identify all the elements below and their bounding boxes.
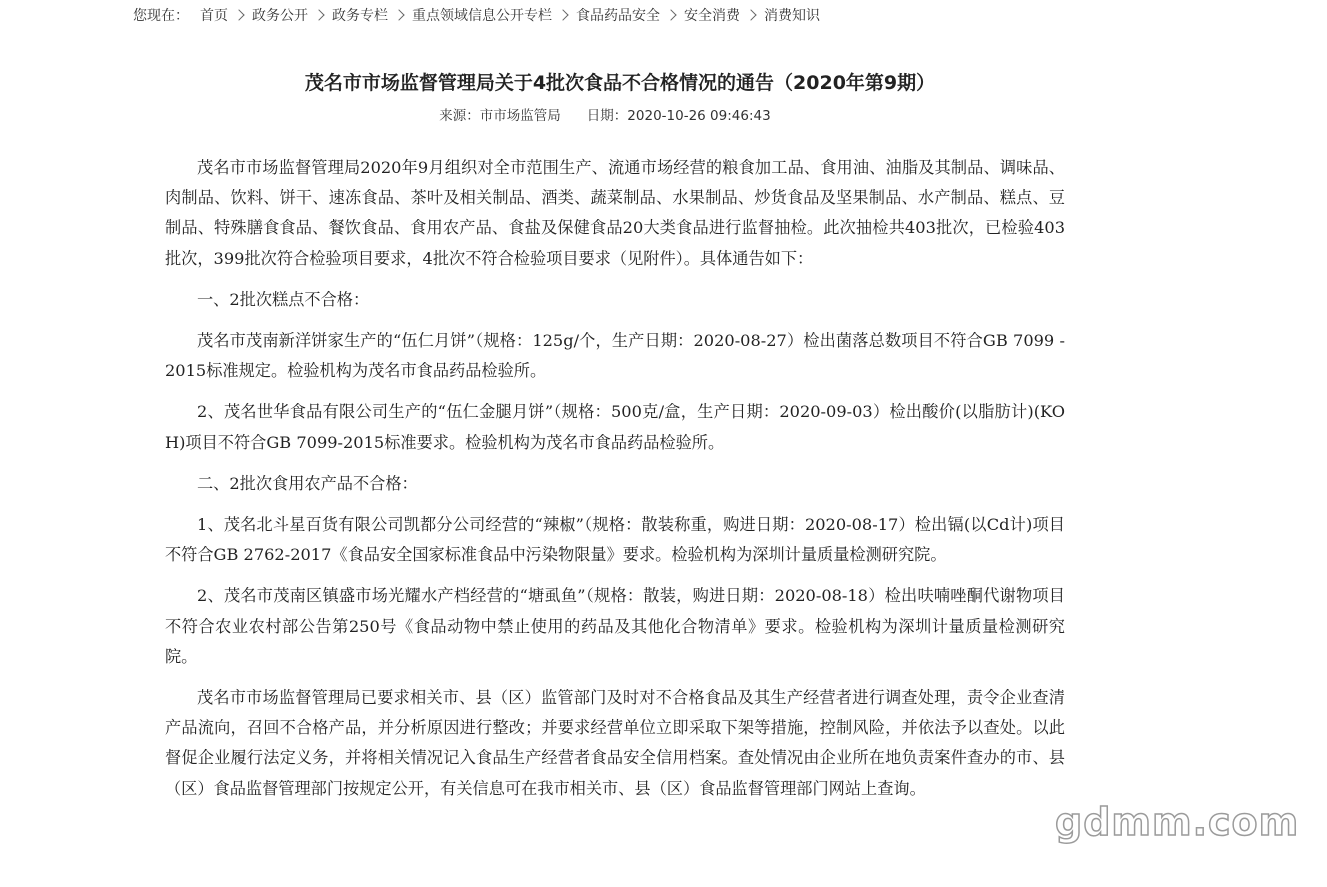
article-paragraph: 茂名市茂南新洋饼家生产的“伍仁月饼”（规格：125g/个，生产日期：2020-08-27）检出菌落总数项目不符合GB 7099 -2015标准规定。检验机构为茂名市食品药品检验所。 bbox=[165, 331, 1065, 381]
article-paragraph: 茂名市市场监督管理局2020年9月组织对全市范围生产、流通市场经营的粮食加工品、食用油、油脂及其制品、调味品、肉制品、饮料、饼干、速冻食品、茶叶及相关制品、酒类、蔬菜制品、水果制品、炒货食品及坚果制品、水产制品、糕点、豆制品、特殊膳食食品、餐饮食品、食用农产品、食盐及保健食品20大类食品进行监督抽检。此次抽检共403批次，已检验403批次，399批次符合检验项目要求，4批次不符合检验项目要求（见附件）。具体通告如下： bbox=[165, 158, 1065, 268]
breadcrumb-item-home[interactable]: 首页 bbox=[200, 8, 228, 24]
breadcrumb-item-food-drug-safety[interactable]: 食品药品安全 bbox=[576, 8, 660, 24]
chevron-right-icon bbox=[233, 9, 244, 20]
breadcrumb bbox=[133, 4, 820, 26]
chevron-right-icon bbox=[665, 9, 676, 20]
chevron-right-icon bbox=[313, 9, 324, 20]
article-paragraph: 一、2批次糕点不合格： bbox=[197, 289, 370, 309]
breadcrumb-item-safe-consumption[interactable]: 安全消费 bbox=[684, 8, 740, 24]
watermark: gdmm.com bbox=[1055, 800, 1300, 844]
article-date: 日期：2020-10-26 09:46:43 bbox=[586, 108, 771, 124]
chevron-right-icon bbox=[557, 9, 568, 20]
article-source: 来源：市市场监管局 bbox=[439, 108, 561, 124]
chevron-right-icon bbox=[745, 9, 756, 20]
breadcrumb-lead: 您现在： bbox=[133, 8, 189, 24]
article-paragraph: 2、茂名市茂南区镇盛市场光耀水产档经营的“塘虱鱼”（规格：散装，购进日期：2020-08-18）检出呋喃唑酮代谢物项目不符合农业农村部公告第250号《食品动物中禁止使用的药品及其他化合物清单》要求。检验机构为深圳计量质量检测研究院。 bbox=[165, 586, 1065, 666]
breadcrumb-item-key-areas[interactable]: 重点领域信息公开专栏 bbox=[412, 8, 552, 24]
chevron-right-icon bbox=[393, 9, 404, 20]
article-body bbox=[165, 153, 1065, 815]
article-meta bbox=[0, 104, 1210, 124]
article-title: 茂名市市场监督管理局关于4批次食品不合格情况的通告（2020年第9期） bbox=[304, 72, 936, 94]
article-paragraph: 二、2批次食用农产品不合格： bbox=[197, 473, 418, 493]
breadcrumb-item-gov-affairs[interactable]: 政务公开 bbox=[252, 8, 308, 24]
breadcrumb-item-gov-column[interactable]: 政务专栏 bbox=[332, 8, 388, 24]
article-paragraph: 2、茂名世华食品有限公司生产的“伍仁金腿月饼”（规格：500克/盒，生产日期：2020-09-03）检出酸价(以脂肪计)(KOH)项目不符合GB 7099-2015标准要求。检验机构为茂名市食品药品检验所。 bbox=[165, 402, 1065, 452]
article-paragraph: 茂名市市场监督管理局已要求相关市、县（区）监管部门及时对不合格食品及其生产经营者进行调查处理，责令企业查清产品流向，召回不合格产品，并分析原因进行整改；并要求经营单位立即采取下架等措施，控制风险，并依法予以查处。以此督促企业履行法定义务，并将相关情况记入食品生产经营者食品安全信用档案。查处情况由企业所在地负责案件查办的市、县（区）食品监督管理部门按规定公开，有关信息可在我市相关市、县（区）食品监督管理部门网站上查询。 bbox=[165, 688, 1065, 798]
breadcrumb-item-consumer-knowledge[interactable]: 消费知识 bbox=[764, 8, 820, 24]
article-paragraph: 1、茂名北斗星百货有限公司凯都分公司经营的“辣椒”（规格：散装称重，购进日期：2020-08-17）检出镉(以Cd计)项目不符合GB 2762-2017《食品安全国家标准食品中污染物限量》要求。检验机构为深圳计量质量检测研究院。 bbox=[165, 515, 1065, 565]
